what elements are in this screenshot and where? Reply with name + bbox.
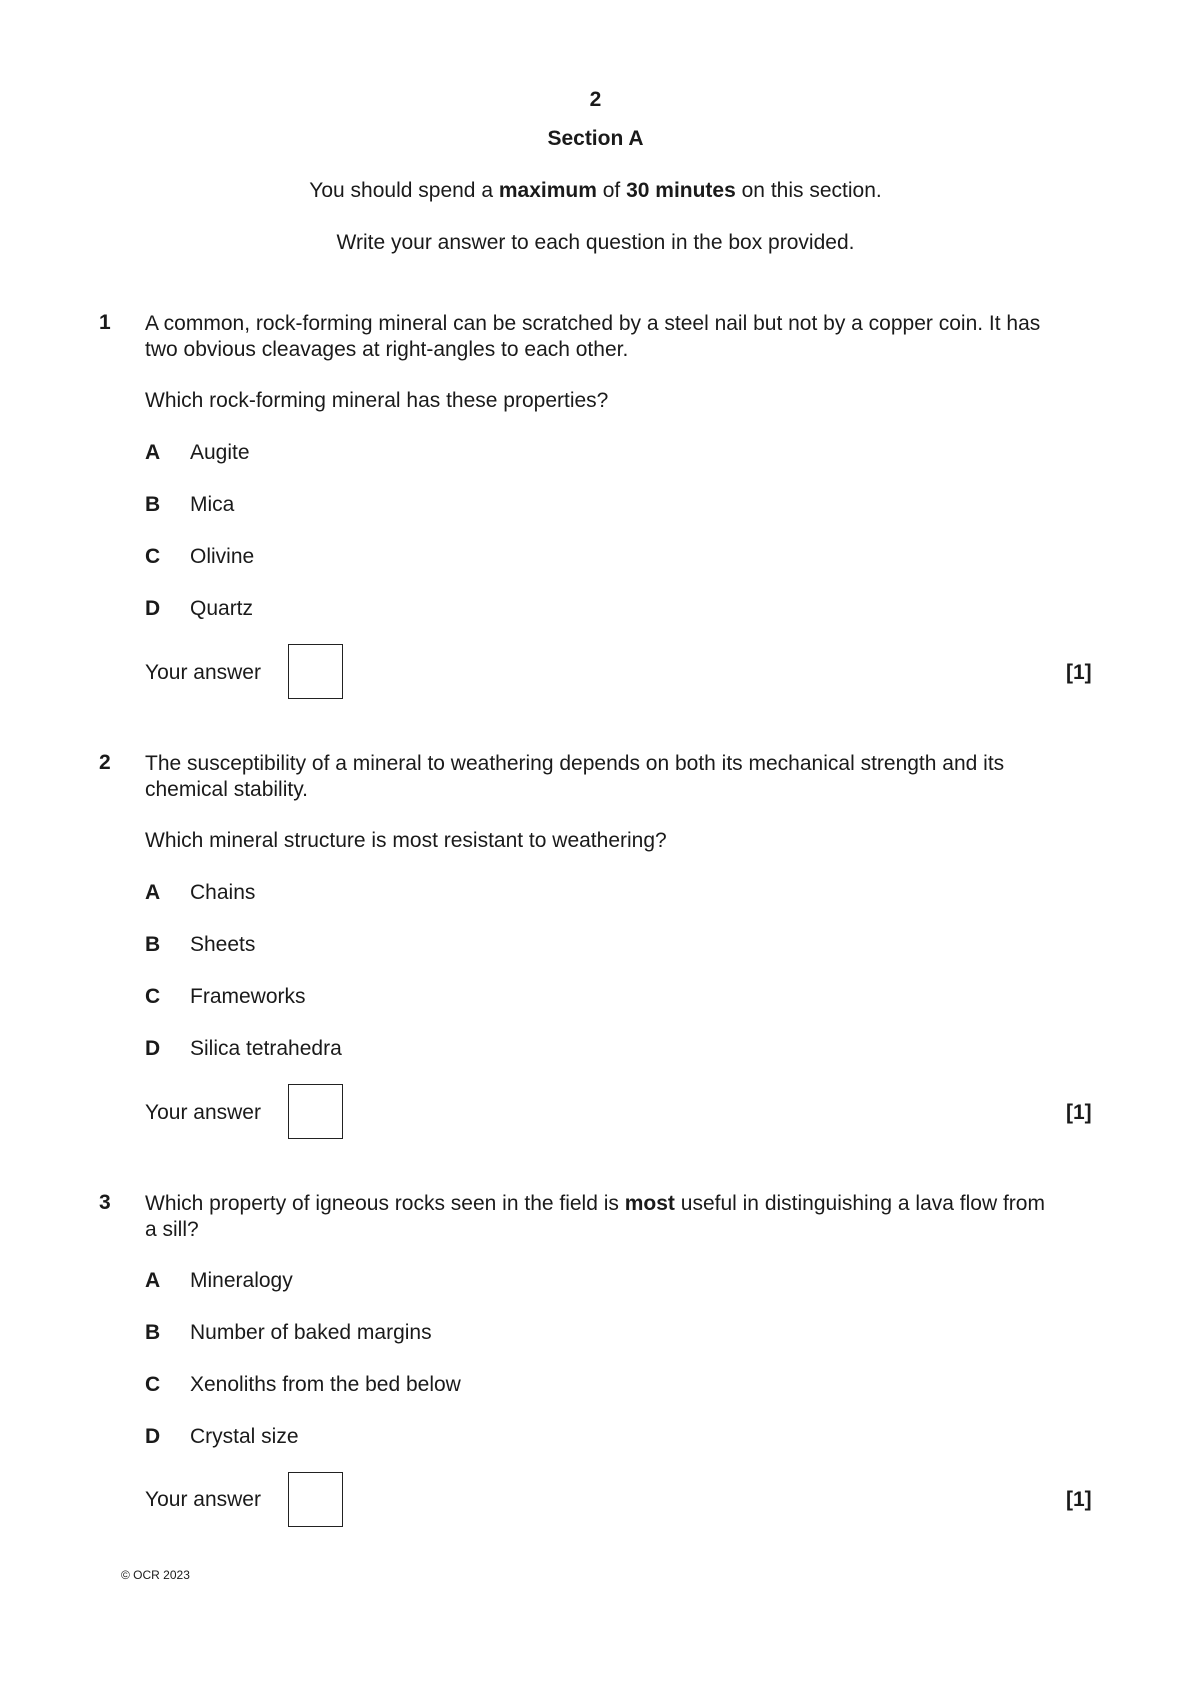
page-number: 2	[589, 88, 602, 111]
option-letter: A	[145, 1269, 161, 1292]
answer-box[interactable]	[288, 1472, 343, 1527]
option-text: Chains	[190, 881, 256, 904]
option-letter: B	[145, 1321, 161, 1344]
mark-allocation: [1]	[1066, 661, 1092, 684]
option-letter: D	[145, 597, 161, 620]
answer-box[interactable]	[288, 644, 343, 699]
option-letter: B	[145, 933, 161, 956]
question-number: 3	[99, 1191, 111, 1214]
option-text: Xenoliths from the bed below	[190, 1373, 461, 1396]
answer-label: Your answer	[145, 1101, 261, 1124]
option-text: Olivine	[190, 545, 255, 568]
section-title: Section A	[547, 127, 644, 150]
option-letter: B	[145, 493, 161, 516]
question-text: The susceptibility of a mineral to weathering depends on both its mechanical strength and its chemical stability.	[145, 752, 1005, 801]
answer-box[interactable]	[288, 1084, 343, 1139]
question-number: 1	[99, 311, 111, 334]
option-text: Number of baked margins	[190, 1321, 432, 1344]
option-text: Mica	[190, 493, 235, 516]
answer-label: Your answer	[145, 661, 261, 684]
option-text: Sheets	[190, 933, 256, 956]
option-letter: A	[145, 881, 161, 904]
option-text: Frameworks	[190, 985, 306, 1008]
option-text: Augite	[190, 441, 250, 464]
option-letter: C	[145, 985, 161, 1008]
question-number: 2	[99, 751, 111, 774]
question-prompt: Which rock-forming mineral has these properties?	[145, 389, 609, 412]
option-text: Quartz	[190, 597, 254, 620]
option-letter: D	[145, 1037, 161, 1060]
option-text: Mineralogy	[190, 1269, 293, 1292]
answer-instruction: Write your answer to each question in the box provided.	[336, 231, 855, 254]
question-text: A common, rock-forming mineral can be scratched by a steel nail but not by a copper coin. It has two obvious cleavages at right-angles to each other.	[145, 312, 1041, 361]
option-letter: C	[145, 545, 161, 568]
option-letter: A	[145, 441, 161, 464]
mark-allocation: [1]	[1066, 1101, 1092, 1124]
answer-label: Your answer	[145, 1488, 261, 1511]
option-text: Silica tetrahedra	[190, 1037, 342, 1060]
option-text: Crystal size	[190, 1425, 299, 1448]
option-letter: C	[145, 1373, 161, 1396]
mark-allocation: [1]	[1066, 1488, 1092, 1511]
time-instruction: You should spend a maximum of 30 minutes on this section.	[309, 179, 882, 202]
question-prompt: Which mineral structure is most resistant to weathering?	[145, 829, 667, 852]
question-text: Which property of igneous rocks seen in the field is most useful in distinguishing a lava flow from a sill?	[145, 1192, 1045, 1241]
copyright-footer: © OCR 2023	[121, 1568, 190, 1582]
option-letter: D	[145, 1425, 161, 1448]
